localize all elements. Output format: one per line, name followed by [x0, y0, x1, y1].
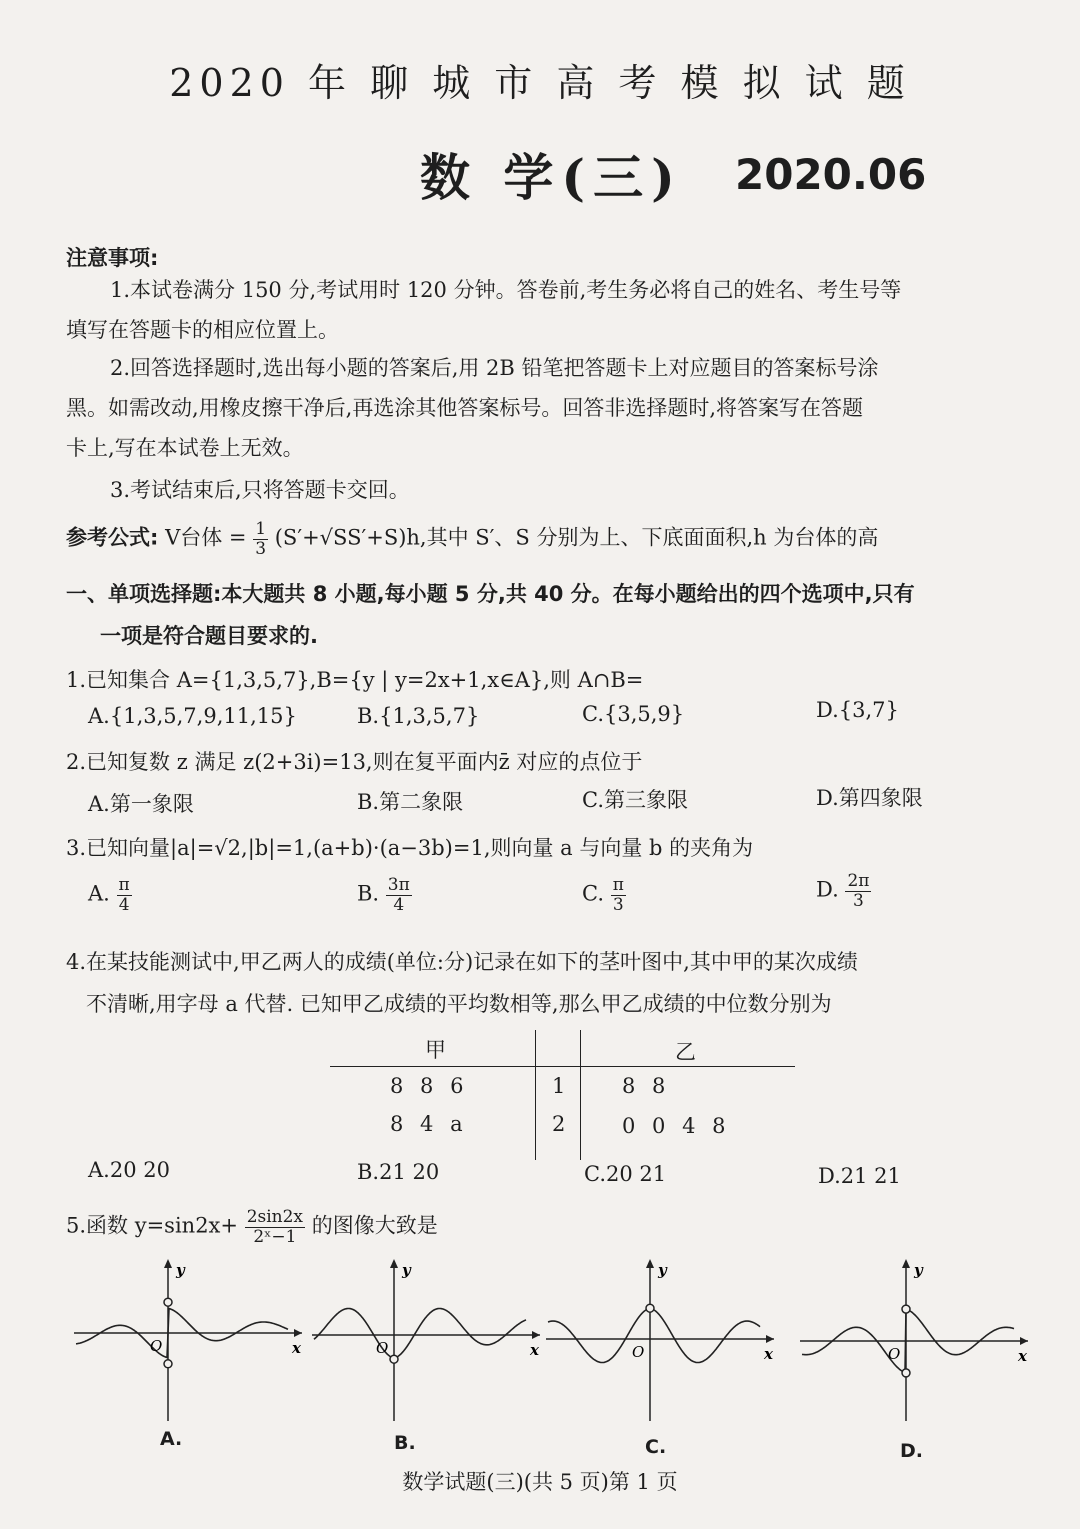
open-point [902, 1305, 910, 1313]
q3-d-label: D. [816, 877, 839, 902]
graph-c [542, 1255, 782, 1425]
q3-option-c [582, 876, 626, 914]
formula-fraction [253, 520, 268, 558]
formula-frac-den: 3 [255, 538, 267, 559]
q5-fraction [245, 1208, 305, 1246]
q3-option-d [816, 872, 871, 910]
table-r1-right: 8 8 [622, 1074, 666, 1098]
x-axis-label: x [1018, 1347, 1027, 1365]
exam-date: 2020.06 [735, 150, 927, 199]
q4-option-b: B.21 20 [357, 1160, 440, 1184]
formula-lhs: V台体 = [165, 525, 247, 550]
notice-heading: 注意事项: [66, 246, 159, 270]
table-r2-left: 8 4 a [390, 1112, 463, 1136]
page-footer: 数学试题(三)(共 5 页)第 1 页 [402, 1470, 678, 1494]
q3-b-num: 3π [387, 875, 410, 895]
function-curve [548, 1308, 760, 1362]
y-axis-label: y [402, 1261, 411, 1279]
subject-title: 数 学(三) [420, 148, 683, 207]
graph-label-a: A. [160, 1428, 183, 1450]
origin-label: O [376, 1339, 389, 1357]
question-4-stem: 4.在某技能测试中,甲乙两人的成绩(单位:分)记录在如下的茎叶图中,其中甲的某次成绩 [66, 950, 858, 974]
origin-label: O [150, 1337, 163, 1355]
question-1-stem: 1.已知集合 A={1,3,5,7},B={y | y=2x+1,x∈A},则 A∩B= [66, 668, 644, 692]
q3-c-fraction [611, 876, 626, 914]
origin-label: O [888, 1345, 901, 1363]
q2-option-b: B.第二象限 [357, 790, 464, 814]
section-heading-cont: 一项是符合题目要求的. [100, 624, 318, 648]
q2-option-c: C.第三象限 [582, 788, 688, 812]
q5-stem-pre: 5.函数 y=sin2x+ [66, 1213, 238, 1238]
function-curve [314, 1309, 526, 1359]
x-axis-label: x [292, 1339, 301, 1357]
graph-label-d: D. [900, 1440, 923, 1462]
q1-option-c: C.{3,5,9} [582, 702, 685, 726]
q1-option-a: A.{1,3,5,7,9,11,15} [88, 704, 297, 728]
open-point [646, 1304, 654, 1312]
graph-b [308, 1255, 548, 1425]
q3-b-den: 4 [393, 894, 405, 915]
formula-frac-num: 1 [255, 519, 267, 539]
question-4-stem-cont: 不清晰,用字母 a 代替. 已知甲乙成绩的平均数相等,那么甲乙成绩的中位数分别为 [86, 992, 832, 1016]
q3-a-den: 4 [118, 894, 130, 915]
table-head-yi: 乙 [675, 1040, 696, 1064]
x-axis-arrow [294, 1329, 302, 1337]
table-divider-left [535, 1030, 536, 1160]
q2-option-a: A.第一象限 [88, 792, 194, 816]
x-axis-label: x [764, 1345, 773, 1363]
y-axis-arrow [646, 1259, 654, 1268]
q5-frac-num: 2sin2x [246, 1207, 304, 1227]
graph-label-b: B. [394, 1432, 416, 1454]
notice-item-2-cont2: 卡上,写在本试卷上无效。 [66, 436, 304, 460]
stem-leaf-table [330, 1030, 795, 1160]
q5-frac-den: 2ˣ−1 [253, 1226, 297, 1247]
q5-stem-post: 的图像大致是 [311, 1213, 438, 1238]
q4-option-c: C.20 21 [584, 1162, 667, 1186]
table-header-rule [330, 1066, 795, 1067]
exam-title: 2020 年 聊 城 市 高 考 模 拟 试 题 [169, 61, 911, 105]
graph-d [796, 1255, 1036, 1425]
q3-b-fraction [386, 876, 412, 914]
q3-d-den: 3 [853, 890, 864, 911]
reference-formula [66, 520, 878, 558]
q3-a-label: A. [88, 881, 110, 906]
notice-item-2: 2.回答选择题时,选出每小题的答案后,用 2B 铅笔把答题卡上对应题目的答案标号涂 [110, 356, 879, 380]
q4-option-d: D.21 21 [818, 1164, 901, 1188]
q1-option-d: D.{3,7} [816, 698, 899, 722]
table-divider-right [580, 1030, 581, 1160]
table-r1-stem: 1 [552, 1074, 566, 1098]
q1-option-b: B.{1,3,5,7} [357, 704, 480, 728]
table-head-jia: 甲 [425, 1038, 446, 1062]
open-point [164, 1360, 172, 1368]
graph-a [70, 1255, 310, 1425]
q3-b-label: B. [357, 881, 380, 906]
x-axis-arrow [766, 1335, 774, 1343]
graph-label-c: C. [645, 1436, 667, 1458]
y-axis-label: y [658, 1261, 667, 1279]
open-point [390, 1355, 398, 1363]
formula-rhs: (S′+√SS′+S)h,其中 S′、S 分别为上、下底面面积,h 为台体的高 [274, 525, 879, 550]
open-point [902, 1369, 910, 1377]
q3-c-label: C. [582, 881, 604, 906]
x-axis-label: x [530, 1341, 539, 1359]
question-3-stem: 3.已知向量|a|=√2,|b|=1,(a+b)·(a−3b)=1,则向量 a 与向量 b 的夹角为 [66, 836, 754, 860]
q3-c-den: 3 [612, 894, 624, 915]
y-axis-label: y [914, 1261, 923, 1279]
origin-label: O [632, 1343, 645, 1361]
q3-option-a [88, 876, 132, 914]
q3-d-num: 2π [847, 871, 870, 891]
table-r2-right: 0 0 4 8 [622, 1114, 726, 1138]
question-5-stem [66, 1208, 438, 1246]
notice-item-2-cont: 黑。如需改动,用橡皮擦干净后,再选涂其他答案标号。回答非选择题时,将答案写在答题 [66, 396, 864, 420]
table-r1-left: 8 8 6 [390, 1074, 464, 1098]
x-axis-arrow [1020, 1337, 1028, 1345]
q4-option-a: A.20 20 [88, 1158, 170, 1182]
q3-option-b [357, 876, 412, 914]
formula-label: 参考公式: [66, 525, 159, 550]
question-2-stem: 2.已知复数 z 满足 z(2+3i)=13,则在复平面内z̄ 对应的点位于 [66, 750, 643, 774]
y-axis-arrow [902, 1259, 910, 1268]
q3-a-fraction [117, 876, 132, 914]
x-axis-arrow [532, 1331, 540, 1339]
notice-item-1: 1.本试卷满分 150 分,考试用时 120 分钟。答卷前,考生务必将自己的姓名、考生号等 [110, 278, 902, 302]
q2-option-d: D.第四象限 [816, 786, 923, 810]
q3-c-num: π [612, 875, 624, 895]
y-axis-arrow [164, 1259, 172, 1268]
q3-a-num: π [118, 875, 130, 895]
table-r2-stem: 2 [552, 1112, 566, 1136]
section-heading: 一、单项选择题:本大题共 8 小题,每小题 5 分,共 40 分。在每小题给出的四个选项中,只有 [66, 582, 915, 606]
notice-item-3: 3.考试结束后,只将答题卡交回。 [110, 478, 410, 502]
q3-d-fraction [845, 872, 871, 910]
y-axis-arrow [390, 1259, 398, 1268]
y-axis-label: y [176, 1261, 185, 1279]
open-point [164, 1298, 172, 1306]
notice-item-1-cont: 填写在答题卡的相应位置上。 [66, 318, 339, 342]
